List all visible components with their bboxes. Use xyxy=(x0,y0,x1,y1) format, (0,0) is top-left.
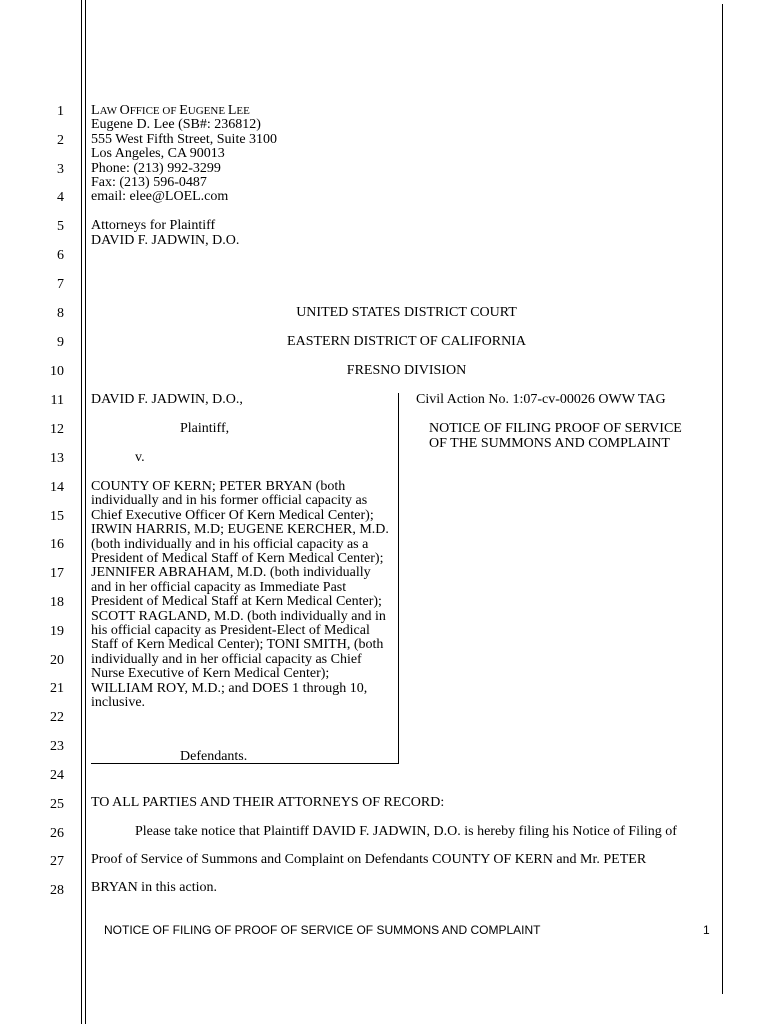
line-number: 6 xyxy=(57,248,64,263)
salutation: TO ALL PARTIES AND THEIR ATTORNEYS OF RECORD: xyxy=(91,795,445,810)
line-number: 23 xyxy=(50,739,64,754)
body-paragraph-line-1: Please take notice that Plaintiff DAVID F. JADWIN, D.O. is hereby filing his Notice of Filing of xyxy=(135,824,677,839)
line-number: 5 xyxy=(57,219,64,234)
plaintiff-role: Plaintiff, xyxy=(180,421,230,436)
defendants-role: Defendants. xyxy=(180,749,248,764)
line-number: 13 xyxy=(50,451,64,466)
line-number: 25 xyxy=(50,797,64,812)
document-title-line-1: NOTICE OF FILING PROOF OF SERVICE xyxy=(429,421,682,436)
line-number: 16 xyxy=(50,537,64,552)
line-number: 24 xyxy=(50,768,64,783)
case-number: Civil Action No. 1:07-cv-00026 OWW TAG xyxy=(416,392,666,407)
line-number: 15 xyxy=(50,509,64,524)
line-number: 3 xyxy=(57,162,64,177)
line-number: 10 xyxy=(50,364,64,379)
attorney-name: Eugene D. Lee (SB#: 236812) xyxy=(91,117,261,132)
line-number: 4 xyxy=(57,190,64,205)
line-number: 26 xyxy=(50,826,64,841)
line-number: 12 xyxy=(50,422,64,437)
line-number: 7 xyxy=(57,277,64,292)
line-number: 21 xyxy=(50,681,64,696)
defendants-list: COUNTY OF KERN; PETER BRYAN (both individually and in his former official capacity as Chief Executive Officer Of Kern Medical Center); IRWIN HARRIS, M.D; EUGENE KERCHER, M.D. (both individually and in his official capacity as a President of Medical Staff of Kern Medical Center); JENNIFER ABRAHAM, M.D. (both individually and in her official capacity as Immediate Past President of Medical Staff at Kern Medical Center); SCOTT RAGLAND, M.D. (both individually and in his official capacity as President-Elect of Medical Staff of Kern Medical Center); TONI SMITH, (both individually and in her official capacity as Chief Nurse Executive of Kern Medical Center); WILLIAM ROY, M.D.; and DOES 1 through 10, inclusive. xyxy=(91,479,389,711)
attorney-email: email: elee@LOEL.com xyxy=(91,189,229,204)
versus: v. xyxy=(135,450,145,465)
client-name: DAVID F. JADWIN, D.O. xyxy=(91,233,240,248)
body-paragraph-line-3: BRYAN in this action. xyxy=(91,880,218,895)
attorney-street: 555 West Fifth Street, Suite 3100 xyxy=(91,132,278,147)
line-number: 1 xyxy=(57,104,64,119)
line-number: 28 xyxy=(50,883,64,898)
line-number: 11 xyxy=(50,393,64,408)
line-number: 18 xyxy=(50,595,64,610)
footer-title: NOTICE OF FILING OF PROOF OF SERVICE OF SUMMONS AND COMPLAINT xyxy=(104,923,541,937)
page-number: 1 xyxy=(703,923,710,937)
court-district: EASTERN DISTRICT OF CALIFORNIA xyxy=(287,334,526,349)
line-number: 19 xyxy=(50,624,64,639)
line-number: 2 xyxy=(57,133,64,148)
line-number: 27 xyxy=(50,854,64,869)
line-number: 8 xyxy=(57,306,64,321)
left-margin-rule-inner xyxy=(85,0,86,1024)
line-number: 14 xyxy=(50,480,64,495)
line-number: 20 xyxy=(50,653,64,668)
line-number: 17 xyxy=(50,566,64,581)
line-number: 9 xyxy=(57,335,64,350)
attorney-city: Los Angeles, CA 90013 xyxy=(91,146,225,161)
document-title-line-2: OF THE SUMMONS AND COMPLAINT xyxy=(429,436,670,451)
firm-name: LAW OFFICE OF EUGENE LEE xyxy=(91,103,250,118)
court-division: FRESNO DIVISION xyxy=(346,363,467,378)
body-paragraph-line-2: Proof of Service of Summons and Complaint on Defendants COUNTY OF KERN and Mr. PETER xyxy=(91,852,647,867)
right-margin-rule xyxy=(722,4,723,994)
left-margin-rule-outer xyxy=(81,0,82,1024)
attorney-phone: Phone: (213) 992-3299 xyxy=(91,161,221,176)
plaintiff-name: DAVID F. JADWIN, D.O., xyxy=(91,392,243,407)
court-name: UNITED STATES DISTRICT COURT xyxy=(296,305,517,320)
attorneys-for-label: Attorneys for Plaintiff xyxy=(91,218,216,233)
attorney-fax: Fax: (213) 596-0487 xyxy=(91,175,207,190)
line-number: 22 xyxy=(50,710,64,725)
